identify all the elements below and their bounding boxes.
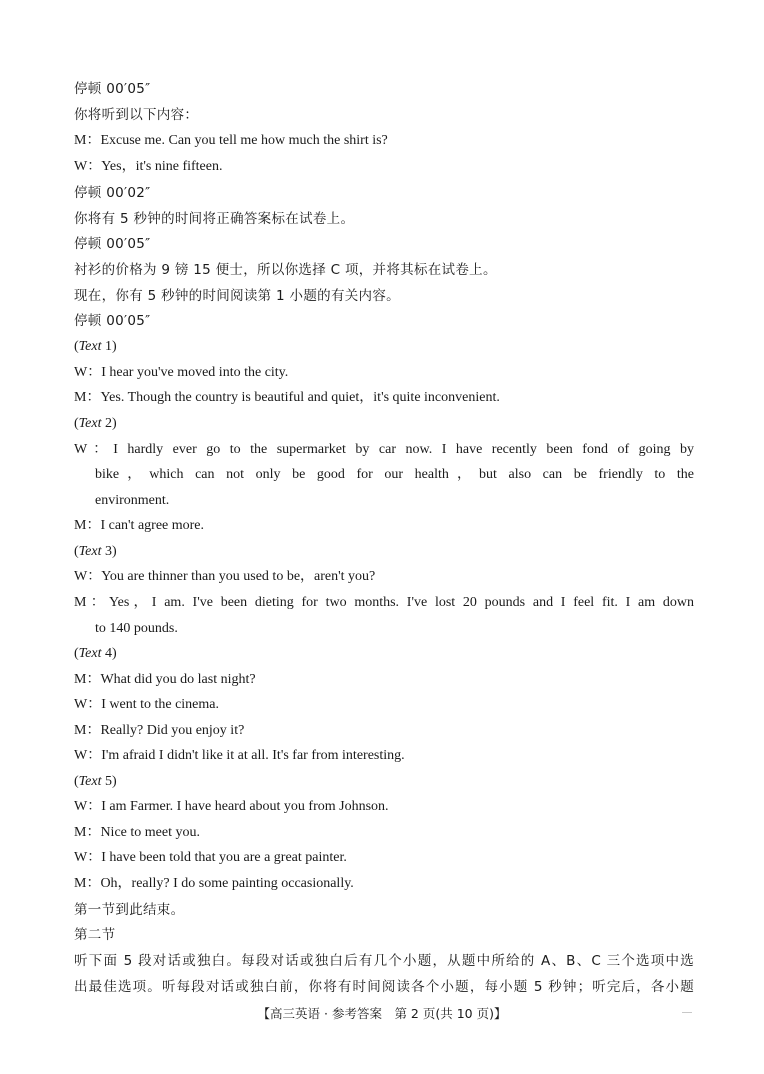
pause-line: 停顿 00′05″ <box>74 313 151 329</box>
dialogue-line: W：I hear you've moved into the city. <box>74 365 289 380</box>
dialogue-line: M：I can't agree more. <box>74 518 205 533</box>
instruction-line: 听下面 5 段对话或独白。每段对话或独白后有几个小题，从题中所给的 A、B、C 三个选项中选 <box>74 953 694 969</box>
text-5-label: (Text 5) <box>74 774 117 789</box>
dialogue-line-continued: bike，which can not only be good for our health，but also can be friendly to the <box>95 467 694 482</box>
pause-line: 停顿 00′02″ <box>74 185 151 201</box>
dialogue-line-continued: environment. <box>95 493 170 508</box>
dialogue-line: M：Yes，I am. I've been dieting for two months. I've lost 20 pounds and I feel fit. I am down <box>74 595 694 610</box>
section-end-line: 第一节到此结束。 <box>74 902 185 918</box>
dialogue-line: W：Yes，it's nine fifteen. <box>74 159 223 174</box>
instruction-line: 出最佳选项。听每段对话或独白前，你将有时间阅读各个小题，每小题 5 秒钟；听完后，各小题 <box>74 979 694 995</box>
dialogue-line: W：I am Farmer. I have heard about you from Johnson. <box>74 799 389 814</box>
dialogue-line: W：You are thinner than you used to be，aren't you? <box>74 569 376 584</box>
pause-line: 停顿 00′05″ <box>74 81 151 97</box>
dialogue-line: M：Nice to meet you. <box>74 825 200 840</box>
page-footer: 【高三英语 · 参考答案 第 2 页(共 10 页)】 <box>257 1006 507 1021</box>
text-3-label: (Text 3) <box>74 544 117 559</box>
section-heading: 第二节 <box>74 927 116 943</box>
instruction-line: 你将有 5 秒钟的时间将正确答案标在试卷上。 <box>74 211 355 227</box>
corner-mark <box>682 1012 692 1013</box>
dialogue-line: M：Oh，really? I do some painting occasionally. <box>74 876 354 891</box>
dialogue-line: M：What did you do last night? <box>74 672 256 687</box>
text-4-label: (Text 4) <box>74 646 117 661</box>
pause-line: 停顿 00′05″ <box>74 236 151 252</box>
instruction-line: 衬衫的价格为 9 镑 15 便士，所以你选择 C 项，并将其标在试卷上。 <box>74 262 497 278</box>
instruction-line: 现在，你有 5 秒钟的时间阅读第 1 小题的有关内容。 <box>74 288 400 304</box>
dialogue-line: W：I hardly ever go to the supermarket by car now. I have recently been fond of going by <box>74 442 694 457</box>
dialogue-line: W：I have been told that you are a great painter. <box>74 850 347 865</box>
dialogue-line: W：I went to the cinema. <box>74 697 220 712</box>
intro-line: 你将听到以下内容： <box>74 107 199 123</box>
dialogue-line: M：Excuse me. Can you tell me how much the shirt is? <box>74 133 388 148</box>
dialogue-line-continued: to 140 pounds. <box>95 621 178 636</box>
dialogue-line: M：Yes. Though the country is beautiful and quiet，it's quite inconvenient. <box>74 390 500 405</box>
text-1-label: (Text 1) <box>74 339 117 354</box>
dialogue-line: W：I'm afraid I didn't like it at all. It's far from interesting. <box>74 748 405 763</box>
dialogue-line: M：Really? Did you enjoy it? <box>74 723 245 738</box>
text-2-label: (Text 2) <box>74 416 117 431</box>
